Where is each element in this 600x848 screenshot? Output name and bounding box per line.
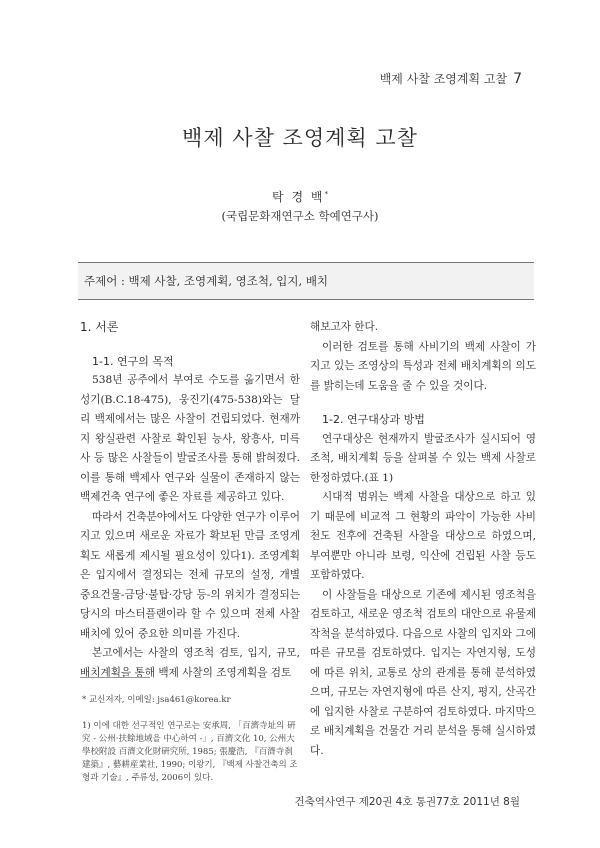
author-line [0,188,600,205]
right-column [310,318,536,761]
paragraph: 연구대상은 현재까지 발굴조사가 실시되어 영조척, 배치계획 등을 살펴볼 수 있는 백제 사찰로 한정하였다.(표 1) [310,432,536,484]
paragraph: 이 사찰들을 대상으로 기존에 제시된 영조척을 검토하고, 새로운 영조척 검토의 대안으로 유물제작척을 분석하였다. 다음으로 사찰의 입지와 그에 따른 규모를 검토하였다. 입지는 자연지형, 도성에 따른 위치, 교통로 상의 관계를 통해 분석하였으며, 규모는 자연지형에 따른 산지, 평지, 산곡간에 입지한 사찰로 구분하여 검토하였다. 마지막으로 배치계획을 건물간 거리 분석을 통해 실시하였다. [310,588,536,757]
paragraph: 시대적 범위는 백제 사찰을 대상으로 하고 있기 때문에 비교적 그 현황의 파악이 가능한 사비천도 전후에 건축된 사찰을 대상으로 하였으며, 부여뿐만 아니라 보령, 익산에 건립된 사찰 등도 포함하였다. [310,491,536,581]
page-number: 7 [513,71,522,87]
footnote-divider [80,677,150,678]
paragraph: 이러한 검토를 통해 사비기의 백제 사찰이 가지고 있는 조영상의 특성과 전체 배치계획의 의도를 밝히는데 도움을 줄 수 있을 것이다. [310,340,536,392]
footnote-1: 1) 이에 대한 선구적인 연구로는 安承周, 「百濟寺址의 硏究 - 公州·扶餘地域을 中心하여 -」, 百濟文化 10, 公州大學校附設 百濟文化財硏究所, 1985; 張慶浩, 『百濟寺刹建築』, 藝耕産業社, 1990; 이왕기, 『백제 사찰건축의 조형과 기술』, 주류성, 2006이 있다. [82,721,298,783]
footnote-contact: * 교신저자, 이메일: jsa461@korea.kr [82,695,231,705]
paragraph: 따라서 건축분야에서도 다양한 연구가 이루어지고 있으며 새로운 자료가 확보된 만큼 조영계획도 새롭게 제시될 필요성이 있다1). 조영계획은 입지에서 결정되는 전체 규모의 설정, 개별 중요건물-금당·불탑·강당 등-의 위치가 결정되는 당시의 마스터플랜이라 할 수 있으며 전체 사찰 배치에 있어 중요한 의미를 가진다. [80,510,300,640]
left-column [80,318,300,683]
paper-title: 백제 사찰 조영계획 고찰 [182,126,418,150]
section-heading: 1. 서론 [80,320,119,334]
journal-footer: 건축역사연구 제20권 4호 통권77호 2011년 8월 [294,796,520,808]
keywords-text: 주제어 : 백제 사찰, 조영계획, 영조척, 입지, 배치 [84,274,329,288]
running-title: 백제 사찰 조영계획 고찰 [379,72,508,86]
paragraph: 본고에서는 사찰의 영조척 검토, 입지, 규모, 배치계획을 통해 백제 사찰의 조영계획을 검토 [80,647,300,679]
author-name: 탁 경 백 [272,190,325,204]
author-affiliation: (국립문화재연구소 학예연구사) [221,209,379,223]
running-header [380,70,522,87]
keywords-box [78,262,534,300]
subsection-heading: 1-2. 연구대상과 방법 [322,413,425,426]
subsection-heading: 1-1. 연구의 목적 [92,354,174,368]
author-footnote-mark: * [324,190,328,198]
paragraph: 538년 공주에서 부여로 수도를 옮기면서 한성기(B.C.18-475), 웅진기(475-538)와는 달리 백제에서는 많은 사찰이 건립되었다. 현재까지 왕실관련 사찰로 확인된 능사, 왕흥사, 미륵사 등 많은 사찰들이 발굴조사를 통해 밝혀졌다. 이를 통해 백제사 연구와 실물이 존재하지 않는 백제건축 연구에 좋은 자료를 제공하고 있다. [80,374,300,503]
paragraph-continuation: 해보고자 한다. [310,321,379,333]
